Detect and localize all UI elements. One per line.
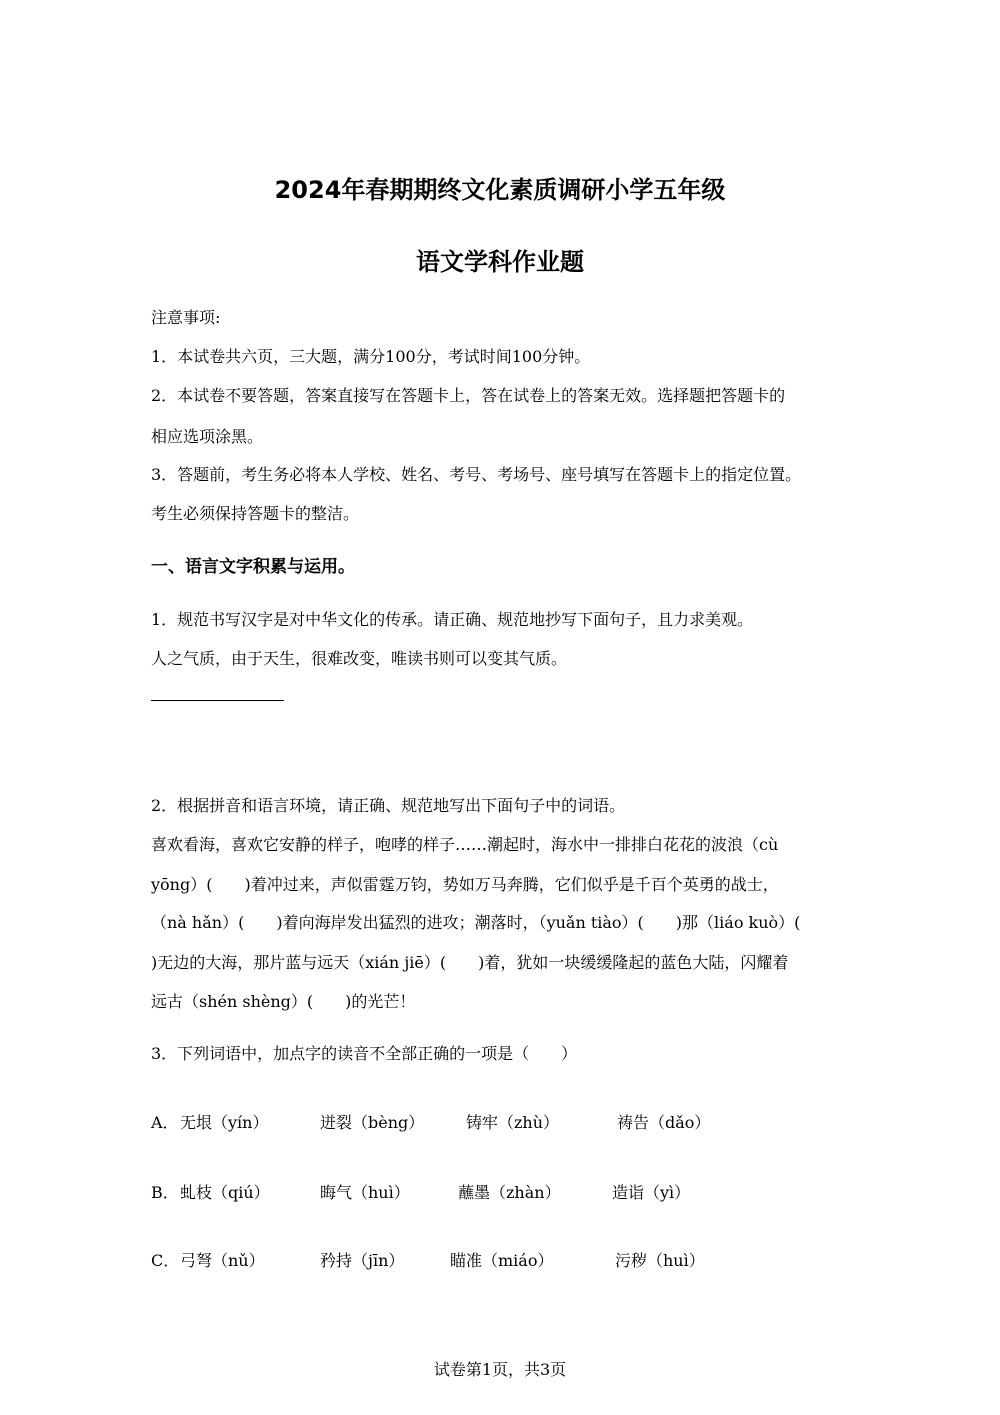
- notice-line: 1．本试卷共六页，三大题，满分100分，考试时间100分钟。: [151, 347, 591, 366]
- question-1-prompt: 1．规范书写汉字是对中华文化的传承。请正确、规范地抄写下面句子，且力求美观。: [151, 610, 754, 629]
- question-1-sentence: 人之气质，由于天生，很难改变，唯读书则可以变其气质。: [151, 649, 568, 668]
- option-label-c: C．: [151, 1251, 180, 1270]
- question-2-prompt: 2．根据拼音和语言环境，请正确、规范地写出下面句子中的词语。: [151, 796, 626, 815]
- notice-line: 考生必须保持答题卡的整洁。: [151, 504, 360, 523]
- question-2-text-line: yōng）( )着冲过来，声似雷霆万钧，势如万马奔腾，它们似乎是千百个英勇的战士，: [151, 875, 779, 894]
- notice-line: 3．答题前，考生务必将本人学校、姓名、考号、考场号、座号填写在答题卡上的指定位置。: [151, 465, 802, 484]
- option-item: 污秽（huì）: [615, 1251, 705, 1270]
- option-label-a: A．: [151, 1113, 179, 1132]
- option-item: 祷告（dǎo）: [617, 1113, 711, 1132]
- option-item: 蘸墨（zhàn）: [458, 1183, 561, 1202]
- option-item: 矜持（jīn）: [320, 1251, 405, 1270]
- notice-line: 2．本试卷不要答题，答案直接写在答题卡上，答在试卷上的答案无效。选择题把答题卡的: [151, 386, 786, 405]
- option-label-b: B．: [151, 1183, 179, 1202]
- option-item: 虬枝（qiú）: [180, 1183, 270, 1202]
- notice-line: 相应选项涂黑。: [151, 427, 264, 446]
- question-3-prompt: 3．下列词语中，加点字的读音不全部正确的一项是（ ）: [151, 1044, 578, 1063]
- question-2-text-line: （nà hǎn）( )着向海岸发出猛烈的进攻；潮落时，（yuǎn tiào）( )那（liáo kuò）(: [151, 913, 801, 932]
- question-2-text-line: 远古（shén shèng）( )的光芒！: [151, 992, 416, 1011]
- option-item: 晦气（huì）: [320, 1183, 410, 1202]
- option-item: 无垠（yín）: [180, 1113, 269, 1132]
- notice-label: 注意事项:: [151, 308, 221, 327]
- exam-title-line2: 语文学科作业题: [416, 248, 584, 276]
- answer-blank-line: [151, 700, 284, 701]
- option-item: 造诣（yì）: [612, 1183, 691, 1202]
- question-2-text-line: )无边的大海，那片蓝与远天（xián jiē）( )着，犹如一块缓缓隆起的蓝色大陆，闪耀着: [151, 953, 789, 972]
- question-2-text-line: 喜欢看海，喜欢它安静的样子，咆哮的样子……潮起时，海水中一排排白花花的波浪（cù: [151, 835, 779, 854]
- page-footer: 试卷第1页，共3页: [433, 1360, 567, 1379]
- exam-title-line1: 2024年春期期终文化素质调研小学五年级: [274, 176, 726, 204]
- option-item: 弓弩（nǔ）: [180, 1251, 265, 1270]
- section-heading: 一、语言文字积累与运用。: [151, 557, 355, 577]
- option-item: 铸牢（zhù）: [466, 1113, 560, 1132]
- option-item: 瞄准（miáo）: [450, 1251, 554, 1270]
- option-item: 迸裂（bèng）: [320, 1113, 425, 1132]
